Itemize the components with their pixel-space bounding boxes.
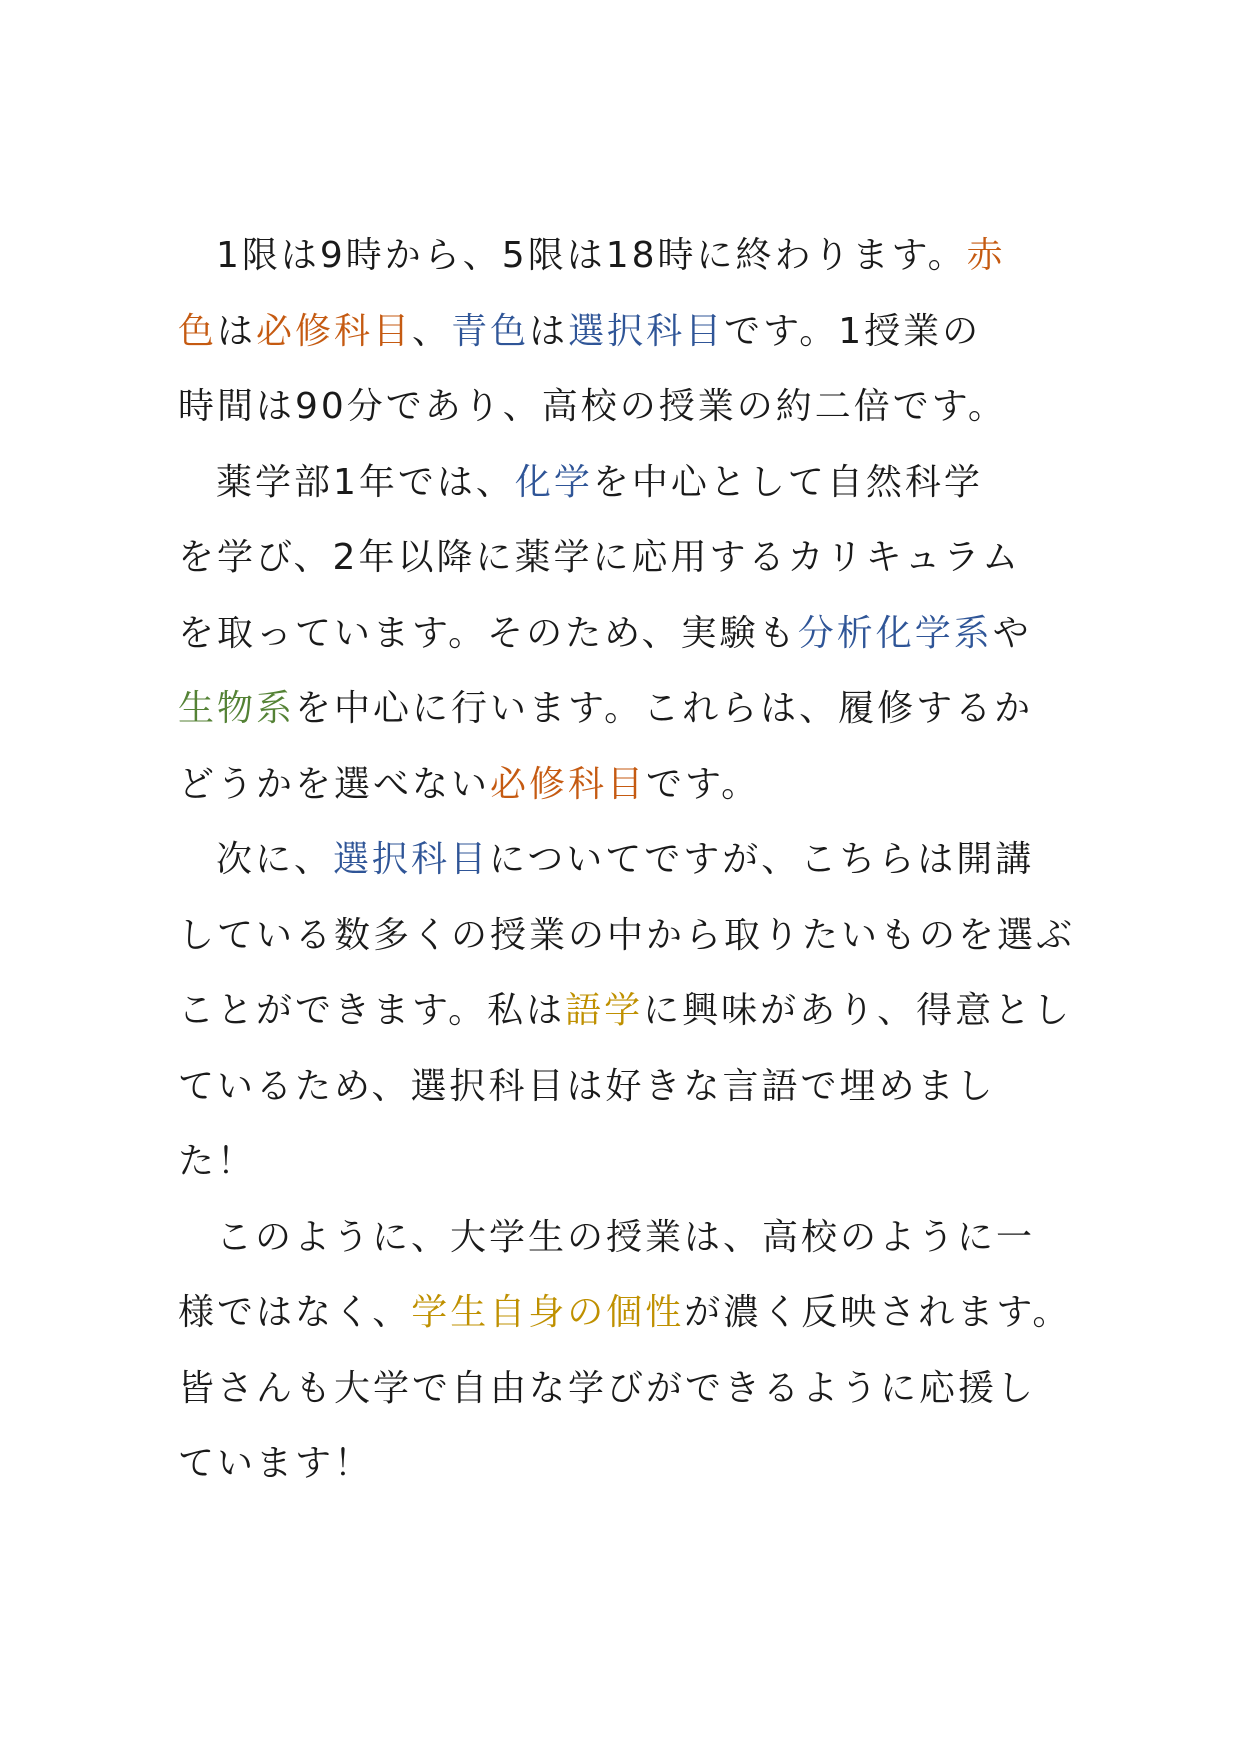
highlighted-term: 語学: [565, 990, 644, 1031]
text-line: [178, 898, 1078, 974]
text-segment: についてですが、こちらは開講: [489, 839, 1035, 880]
text-segment: 次に、: [216, 839, 334, 880]
text-line: [178, 294, 1078, 370]
text-segment: ことができます。私は: [178, 990, 566, 1031]
highlighted-term: 必修科目: [256, 310, 413, 352]
highlighted-term: 分析化学系: [797, 612, 993, 654]
text-line: [178, 973, 1078, 1049]
text-line: [178, 747, 1078, 823]
text-segment: 時間は90分であり、高校の授業の約二倍です。: [178, 386, 1007, 427]
text-segment: や: [992, 612, 1032, 654]
text-line: [178, 1426, 1078, 1502]
text-line: [178, 520, 1078, 596]
text-segment: た！: [178, 1141, 257, 1182]
paragraph-2: [178, 445, 1078, 823]
text-segment: 薬学部1年では、: [216, 461, 515, 503]
text-line: [178, 218, 1078, 294]
text-segment: は: [529, 310, 569, 352]
paragraph-3: [178, 822, 1078, 1200]
paragraph-4: [178, 1200, 1078, 1502]
text-segment: です。1授業の: [724, 310, 982, 352]
text-segment: 皆さんも大学で自由な学びができるように応援し: [178, 1367, 1037, 1409]
text-segment: に興味があり、得意とし: [643, 990, 1073, 1031]
text-segment: を中心に行います。これらは、履修するか: [295, 688, 1034, 729]
text-line: [178, 1200, 1078, 1276]
paragraph-1: [178, 218, 1078, 445]
text-segment: 、: [412, 310, 452, 352]
highlighted-term: 生物系: [178, 688, 296, 729]
text-line: [178, 369, 1078, 445]
highlighted-term: 赤: [966, 235, 1006, 276]
highlighted-term: 選択科目: [568, 310, 725, 352]
highlighted-term: 青色: [451, 310, 530, 352]
text-segment: している数多くの授業の中から取りたいものを選ぶ: [178, 914, 1076, 956]
highlighted-term: 色: [178, 310, 218, 352]
text-segment: 1限は9時から、5限は18時に終わります。: [216, 235, 967, 276]
highlighted-term: 学生自身の個性: [411, 1292, 685, 1333]
text-segment: が濃く反映されます。: [684, 1292, 1072, 1333]
text-line: [178, 445, 1078, 521]
document-body: [178, 218, 1078, 1502]
text-segment: どうかを選べない: [178, 763, 491, 805]
text-line: [178, 671, 1078, 747]
text-line: [178, 822, 1078, 898]
text-line: [178, 1049, 1078, 1125]
text-line: [178, 1351, 1078, 1427]
text-segment: を取っています。そのため、実験も: [178, 612, 798, 654]
highlighted-term: 選択科目: [333, 839, 490, 880]
text-segment: を学び、2年以降に薬学に応用するカリキュラム: [178, 537, 1022, 578]
highlighted-term: 必修科目: [490, 763, 647, 805]
text-segment: を中心として自然科学: [592, 461, 983, 503]
text-line: [178, 1275, 1078, 1351]
highlighted-term: 化学: [514, 461, 593, 503]
text-segment: ているため、選択科目は好きな言語で埋めまし: [178, 1065, 996, 1107]
text-line: [178, 1124, 1078, 1200]
text-segment: ています！: [178, 1443, 374, 1484]
text-segment: 様ではなく、: [178, 1292, 412, 1333]
text-segment: このように、大学生の授業は、高校のように一: [216, 1216, 1036, 1258]
text-segment: は: [217, 310, 257, 352]
text-segment: です。: [646, 763, 761, 805]
text-line: [178, 596, 1078, 672]
